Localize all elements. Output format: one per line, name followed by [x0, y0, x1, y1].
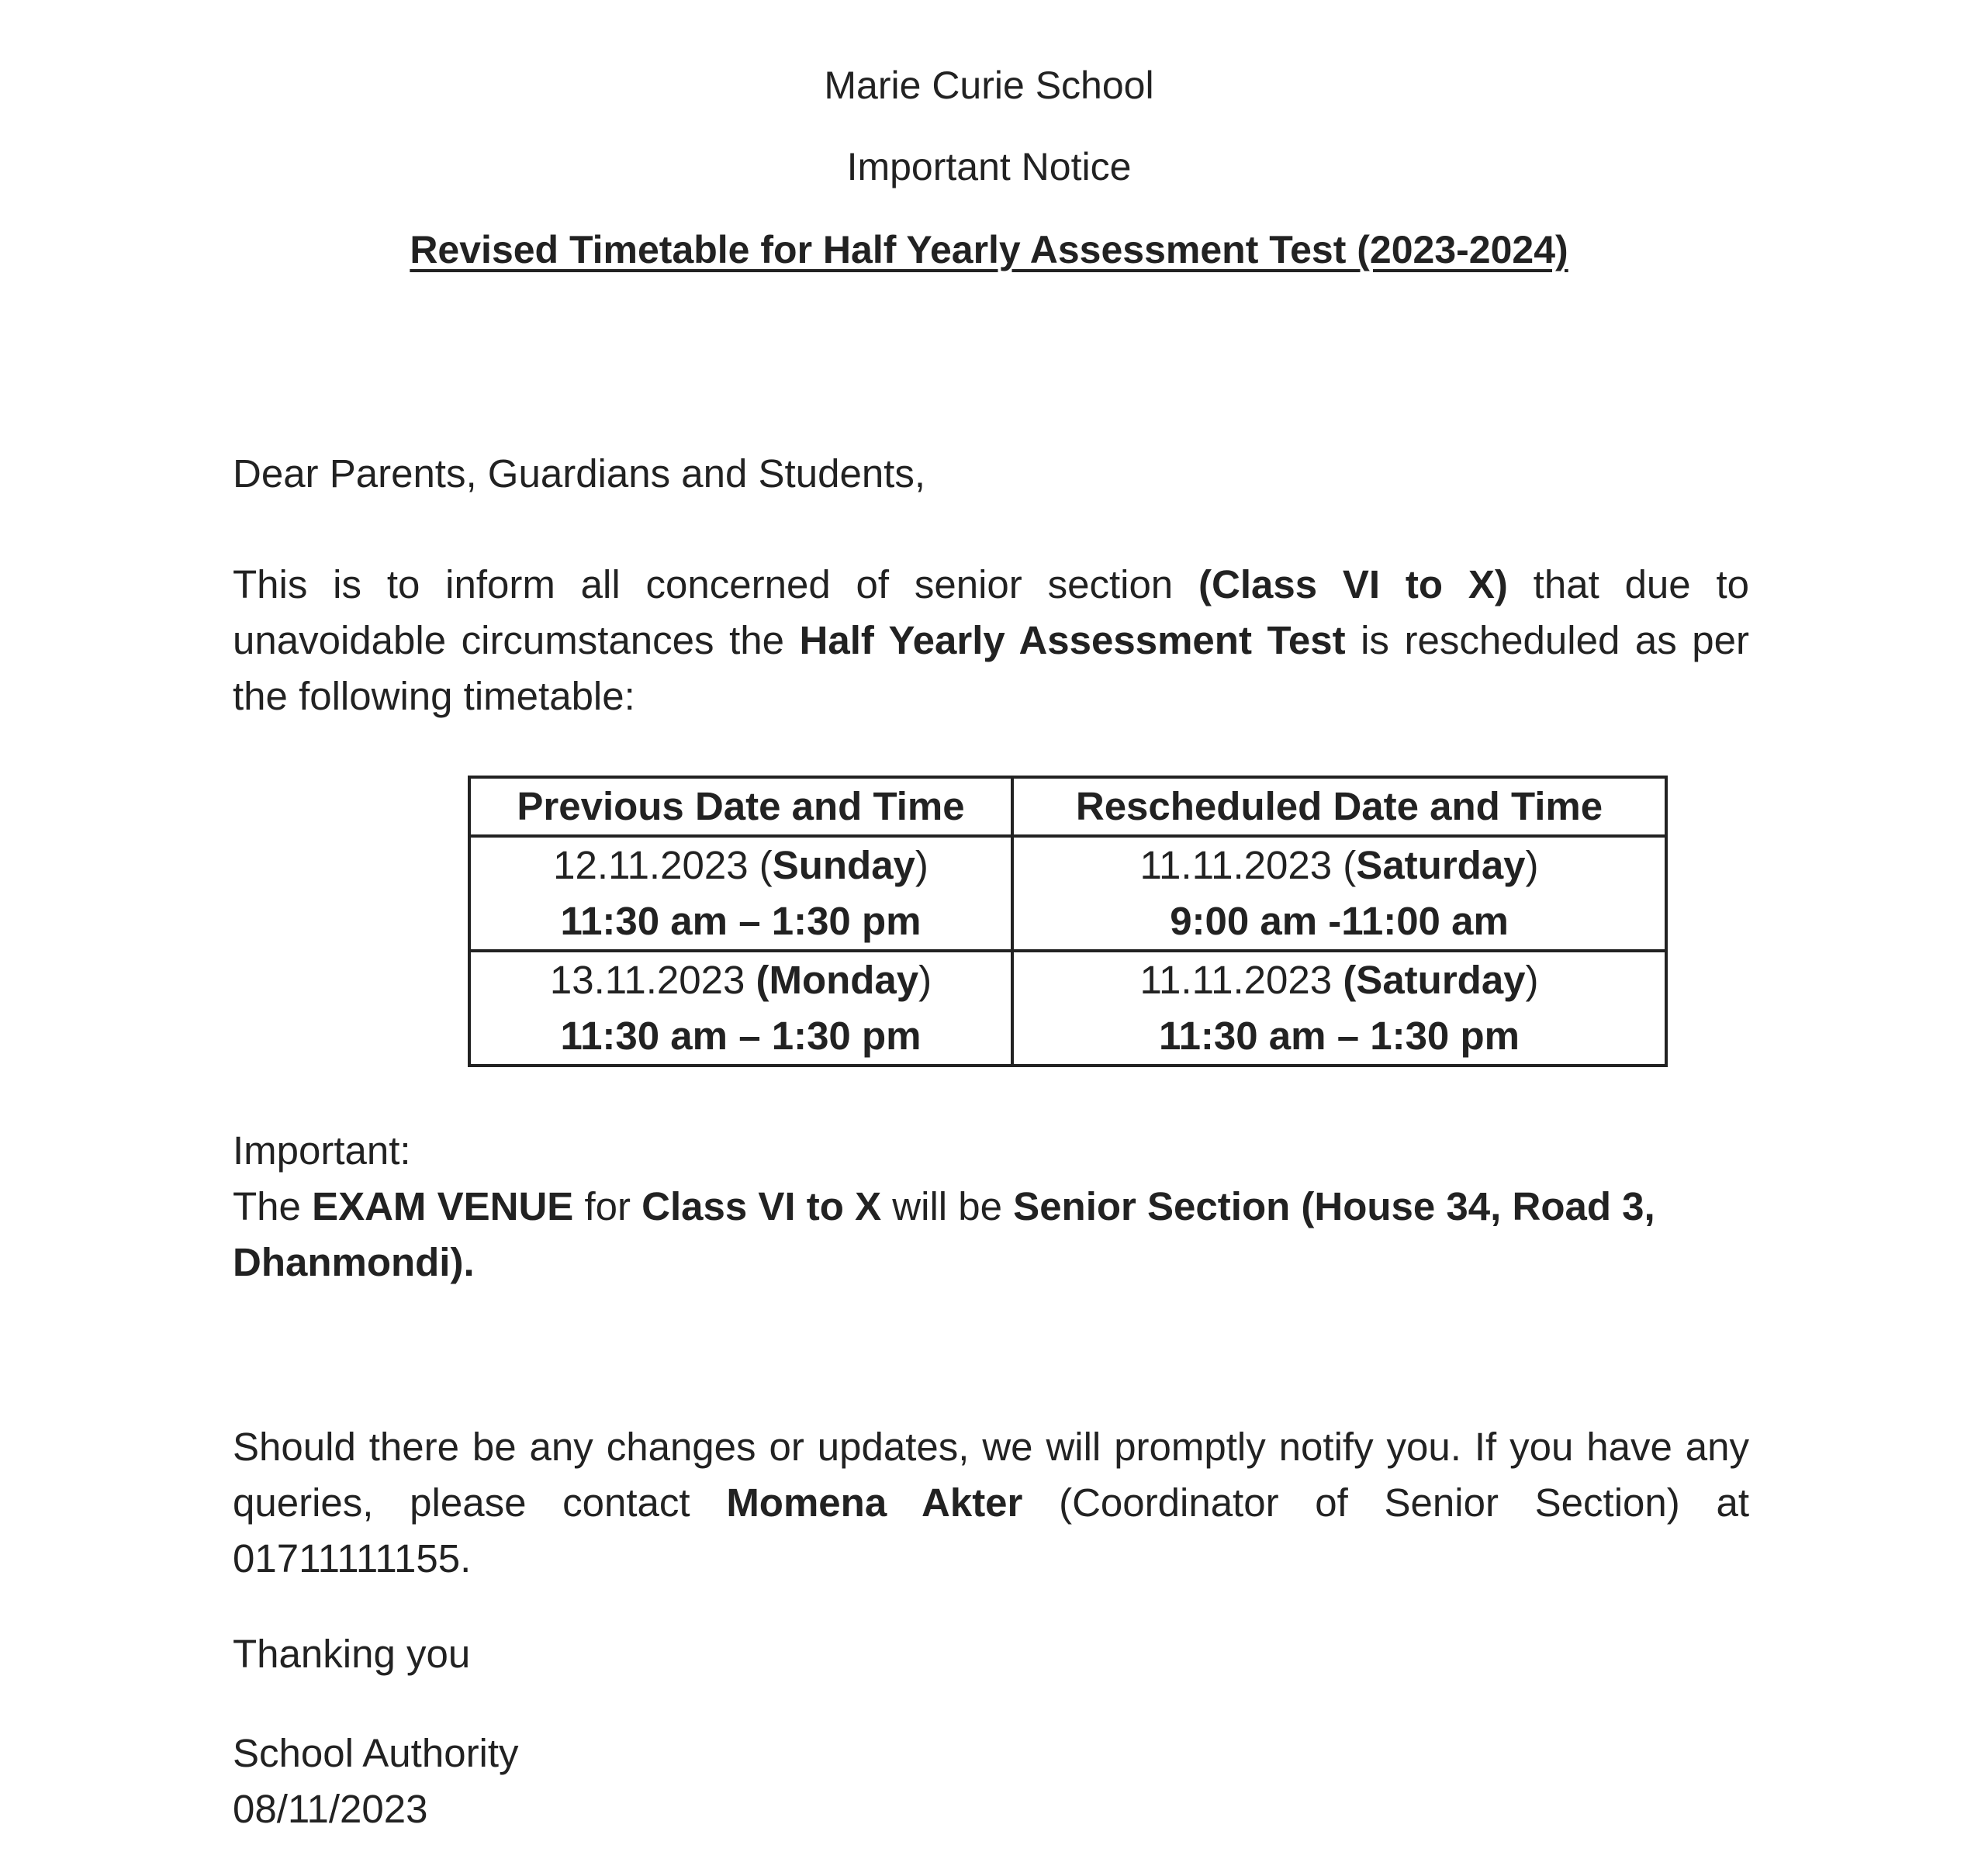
- school-name: Marie Curie School: [824, 64, 1154, 107]
- date: 11.11.2023: [1139, 958, 1333, 1002]
- venue-text-mid2: will be: [881, 1184, 1014, 1228]
- date-line: 12.11.2023 (Sunday): [553, 843, 928, 887]
- day: Saturday: [1356, 843, 1526, 887]
- venue-class-range: Class VI to X: [641, 1184, 882, 1228]
- venue-address: Senior Section (House 34, Road 3, Dhanmondi).: [233, 1184, 1655, 1284]
- rescheduled-cell: [1012, 836, 1666, 951]
- venue-statement: [233, 1179, 1749, 1290]
- intro-paragraph: [233, 557, 1749, 724]
- time: 11:30 am – 1:30 pm: [560, 1014, 922, 1058]
- day: Sunday: [772, 843, 915, 887]
- important-label: Important:: [233, 1128, 411, 1173]
- intro-class-range: (Class VI to X): [1198, 562, 1508, 606]
- notice-type: Important Notice: [846, 145, 1132, 188]
- time: 11:30 am – 1:30 pm: [560, 899, 922, 943]
- venue-text-prefix: The: [233, 1184, 313, 1228]
- contact-name: Momena Akter: [726, 1480, 1023, 1525]
- authority-name: School Authority: [233, 1731, 519, 1775]
- day: Saturday: [1356, 958, 1526, 1002]
- table-row: [469, 951, 1666, 1066]
- closing-text-1: Should there be any changes or updates, we will promptly notify you. If you have any queries, please contact: [233, 1425, 1749, 1525]
- date: 11.11.2023: [1139, 843, 1333, 887]
- date-line: 13.11.2023 (Monday): [549, 958, 932, 1002]
- intro-text-2: that due to unavoidable circumstances the: [233, 562, 1750, 662]
- rescheduled-cell: [1012, 951, 1666, 1066]
- signoff: [233, 1726, 1749, 1837]
- important-block: [233, 1123, 1749, 1290]
- thanks-line: Thanking you: [233, 1632, 471, 1676]
- salutation: Dear Parents, Guardians and Students,: [233, 451, 926, 496]
- closing-text-2: (Coordinator of Senior Section) at 01711111155.: [233, 1480, 1750, 1581]
- date: 13.11.2023: [549, 958, 745, 1002]
- day: Monday: [769, 958, 919, 1002]
- time: 11:30 am – 1:30 pm: [1159, 1014, 1520, 1058]
- intro-text-1: This is to inform all concerned of senior section: [233, 562, 1198, 606]
- notice-title: Revised Timetable for Half Yearly Assessment Test (2023-2024): [410, 228, 1568, 271]
- intro-text-3: is rescheduled as per the following timetable:: [233, 618, 1749, 718]
- date-line: 11.11.2023 (Saturday): [1139, 958, 1539, 1002]
- previous-cell: [469, 951, 1012, 1066]
- time: 9:00 am -11:00 am: [1170, 899, 1509, 943]
- previous-cell: [469, 836, 1012, 951]
- table-row: [469, 836, 1666, 951]
- exam-venue-label: EXAM VENUE: [312, 1184, 574, 1228]
- intro-test-name: Half Yearly Assessment Test: [799, 618, 1346, 662]
- date-line: 11.11.2023 (Saturday): [1139, 843, 1539, 887]
- notice-date: 08/11/2023: [233, 1787, 428, 1831]
- timetable: [468, 776, 1668, 1067]
- header-previous: Previous Date and Time: [469, 777, 1012, 836]
- header-rescheduled: Rescheduled Date and Time: [1012, 777, 1666, 836]
- closing-paragraph: [233, 1419, 1749, 1587]
- date: 12.11.2023: [553, 843, 749, 887]
- table-header-row: [469, 777, 1666, 836]
- venue-text-mid1: for: [573, 1184, 642, 1228]
